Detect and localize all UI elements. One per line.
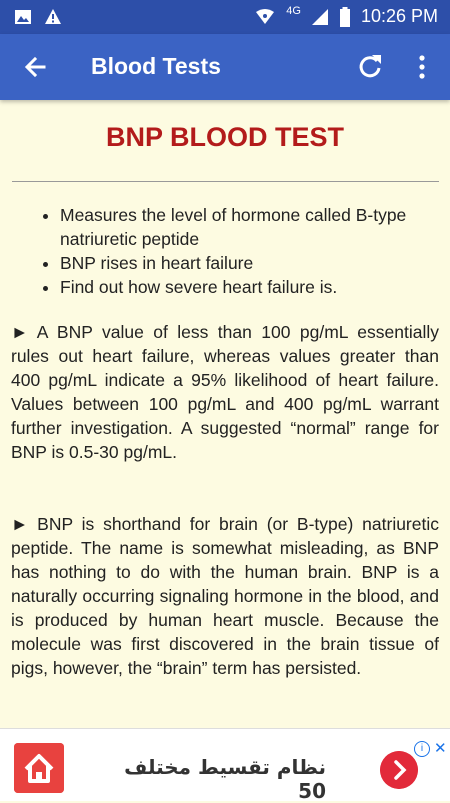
app-bar [0,34,450,100]
refresh-icon[interactable] [356,52,384,80]
more-vert-icon[interactable] [412,52,432,82]
divider [12,181,439,182]
battery-icon [339,7,351,27]
ad-banner[interactable] [0,728,450,801]
signal-icon [311,8,329,26]
status-bar [0,0,450,34]
article-content[interactable] [0,100,450,728]
bullet-list [0,203,440,299]
home-icon[interactable] [14,743,64,793]
hotspot-icon [254,8,276,26]
ad-info-icon[interactable]: i [414,741,430,757]
bullet-item: • Measures the level of hormone called B-type natriuretic peptide [60,203,440,251]
ad-close-icon[interactable]: ✕ [434,740,447,757]
page-title: Blood Tests [91,53,221,79]
bullet-item: • Find out how severe heart failure is. [60,275,440,299]
clock-time: 10:26 PM [360,6,438,26]
image-icon [14,8,32,26]
warning-icon [44,8,62,26]
ad-text[interactable]: نظام تقسيط مختلف 50 [124,755,326,803]
paragraph-bnp-values: ► A BNP value of less than 100 pg/mL essentially rules out heart failure, whereas values greater than 400 pg/mL indicate a 95% likelihood of heart failure. Values between 100 pg/mL and 400 pg/mL warrant further investigation. A suggested “normal” range for BNP is 0.5-30 pg/mL. [11,322,439,462]
network-label: 4G [286,4,301,17]
bullet-item: • BNP rises in heart failure [60,251,440,275]
article-heading: BNP BLOOD TEST [105,122,345,152]
arrow-back-icon[interactable] [20,52,50,82]
paragraph-bnp-definition: ► BNP is shorthand for brain (or B-type) natriuretic peptide. The name is somewhat misleading, as BNP has nothing to do with the human brain. BNP is a naturally occurring signaling hormone in the blood, and is produced by human heart muscle. Because the molecule was first discovered in the brain tissue of pigs, however, the “brain” term has persisted. [11,514,439,678]
chevron-right-icon[interactable] [380,751,418,789]
